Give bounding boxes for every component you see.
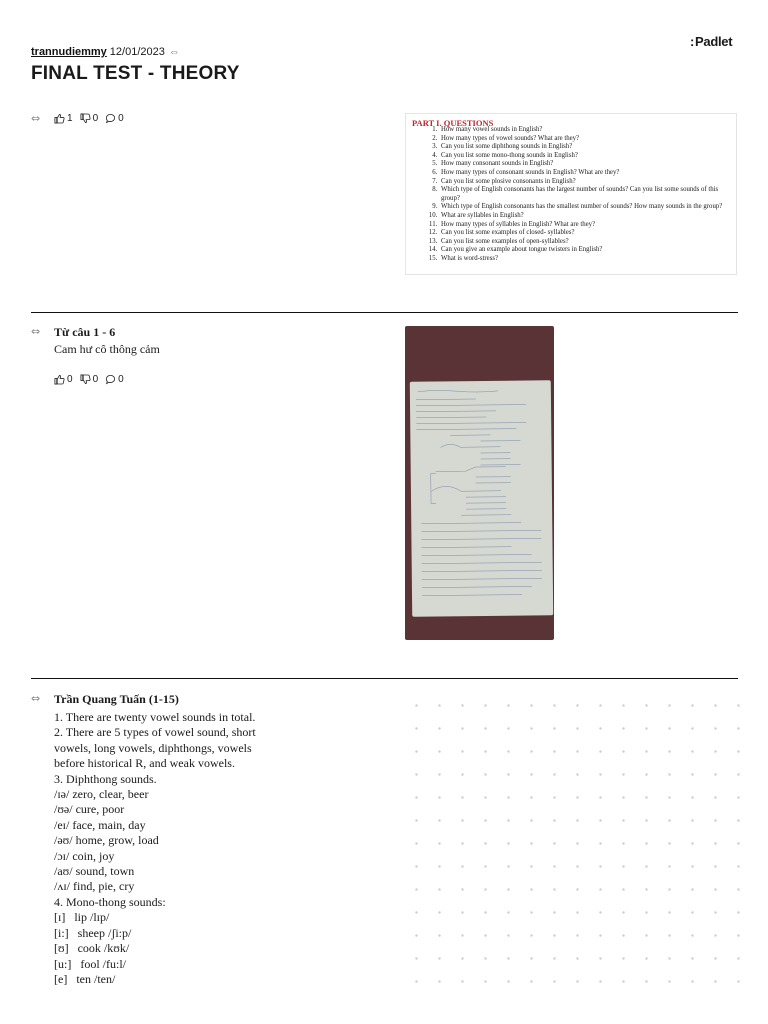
- questions-attachment[interactable]: [405, 113, 737, 275]
- questions-list: [412, 126, 734, 264]
- post-line: [ʊ] cook /kʊk/: [54, 941, 130, 956]
- handwritten-notes-photo[interactable]: [405, 326, 554, 640]
- question-item: 3. Can you list some diphthong sounds in English?: [439, 143, 734, 152]
- reactions-bar: [54, 113, 129, 124]
- link-arrows-icon[interactable]: ⇔: [31, 325, 41, 338]
- question-item: 11. How many types of syllables in English? What are they?: [439, 221, 734, 230]
- dislike-count: 0: [92, 113, 99, 124]
- question-item: 5. How many consonant sounds in English?: [439, 160, 734, 169]
- post-line: before historical R, and weak vowels.: [54, 756, 235, 771]
- question-item: 2. How many types of vowel sounds? What are they?: [439, 135, 734, 144]
- post-line: [i:] sheep /ʃi:p/: [54, 925, 132, 940]
- question-item: 6. How many types of consonant sounds in English? What are they?: [439, 169, 734, 178]
- link-arrows-icon[interactable]: ⇔: [31, 692, 41, 705]
- question-item: 7. Can you list some plosive consonants in English?: [439, 178, 734, 187]
- like-count: 1: [67, 113, 73, 124]
- link-arrows-icon[interactable]: ⇔: [31, 112, 41, 125]
- thumbs-down-icon[interactable]: [80, 113, 91, 124]
- post-line: [e] ten /ten/: [54, 971, 116, 986]
- thumbs-up-icon[interactable]: [54, 374, 65, 385]
- post-line: /ɔɪ/ coin, joy: [54, 848, 115, 863]
- question-item: 8. Which type of English consonants has the largest number of sounds? Can you list some sounds of this group?: [439, 186, 734, 203]
- padlet-logo-text: Padlet: [695, 34, 733, 49]
- question-item: 9. Which type of English consonants has the smallest number of sounds? How many sounds in the group?: [439, 203, 734, 212]
- comment-count: 0: [118, 374, 124, 385]
- notebook-page-image: [410, 380, 553, 616]
- question-item: 10. What are syllables in English?: [439, 212, 734, 221]
- post-line: [u:] fool /fu:l/: [54, 956, 126, 971]
- post-line: /ʌɪ/ find, pie, cry: [54, 879, 135, 894]
- like-count: 0: [67, 374, 73, 385]
- post-line: /ʊə/ cure, poor: [54, 802, 125, 817]
- question-item: 14. Can you give an example about tongue twisters in English?: [439, 246, 734, 255]
- question-item: 13. Can you list some examples of open-syllables?: [439, 238, 734, 247]
- reactions-bar: [54, 374, 129, 385]
- dislike-count: 0: [92, 374, 99, 385]
- padlet-logo-icon: :: [690, 34, 695, 49]
- comment-bubble-icon[interactable]: [105, 374, 116, 385]
- question-item: 15. What is word-stress?: [439, 255, 734, 264]
- post-line: 4. Mono-thong sounds:: [54, 894, 166, 909]
- comment-count: 0: [118, 113, 124, 124]
- post-line: 3. Diphthong sounds.: [54, 771, 157, 786]
- post-title: Trần Quang Tuấn (1-15): [54, 692, 179, 706]
- post-line: /əʊ/ home, grow, load: [54, 833, 159, 848]
- post-divider: [31, 312, 738, 313]
- post-line: vowels, long vowels, diphthongs, vowels: [54, 740, 252, 755]
- questions-heading: PART I. QUESTIONS: [412, 118, 494, 128]
- thumbs-up-icon[interactable]: [54, 113, 65, 124]
- link-arrows-icon[interactable]: ⇔: [168, 46, 180, 58]
- post-body: Cam hư cô thông cảm: [54, 342, 160, 356]
- post-line: /aʊ/ sound, town: [54, 864, 135, 879]
- page-title: FINAL TEST - THEORY: [31, 63, 240, 84]
- thumbs-down-icon[interactable]: [80, 374, 91, 385]
- post-line: /eɪ/ face, main, day: [54, 817, 146, 832]
- comment-bubble-icon[interactable]: [105, 113, 116, 124]
- author-link[interactable]: trannudiemmy: [31, 46, 107, 58]
- question-item: 12. Can you list some examples of closed- syllables?: [439, 229, 734, 238]
- post-date: 12/01/2023: [109, 46, 165, 58]
- question-item: 1. How many vowel sounds in English?: [439, 126, 734, 135]
- post-line: /ɪə/ zero, clear, beer: [54, 787, 149, 802]
- question-item: 4. Can you list some mono-thong sounds in English?: [439, 152, 734, 161]
- dot-grid-background: [405, 694, 740, 994]
- post-title: Từ câu 1 - 6: [54, 325, 116, 339]
- post-line: [ɪ] lip /lɪp/: [54, 910, 110, 925]
- post-divider: [31, 678, 738, 679]
- post-line: 2. There are 5 types of vowel sound, short: [54, 725, 256, 740]
- post-author-line: [31, 46, 180, 58]
- padlet-logo[interactable]: [690, 34, 732, 49]
- post-body: [54, 710, 256, 987]
- post-line: 1. There are twenty vowel sounds in total.: [54, 710, 256, 724]
